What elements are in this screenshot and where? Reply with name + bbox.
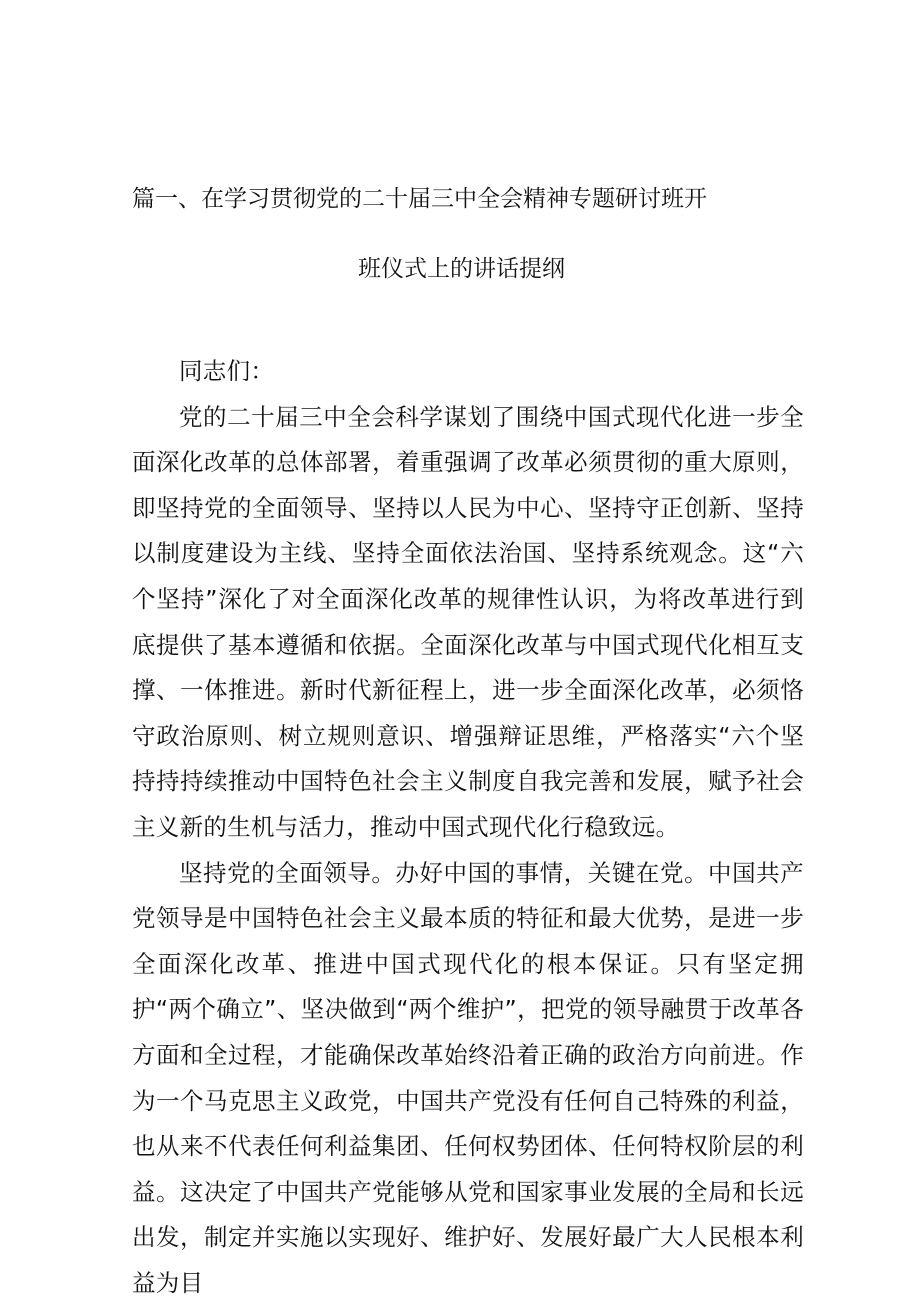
salutation: 同志们： xyxy=(179,357,275,385)
paragraph: 党的二十届三中全会科学谋划了围绕中国式现代化进一步全面深化改革的总体部署，着重强调了改革必须贯彻的重大原则，即坚持党的全面领导、坚持以人民为中心、坚持守正创新、坚持以制度建设为主线、坚持全面依法治国、坚持系统观念。这“六个坚持”深化了对全面深化改革的规律性认识，为将改革进行到底提供了基本遵循和依据。全面深化改革与中国式现代化相互支撑、一体推进。新时代新征程上，进一步全面深化改革，必须恪守政治原则、树立规则意识、增强辩证思维，严格落实“六个坚持持持续推动中国特色社会主义制度自我完善和发展，赋予社会主义新的生机与活力，推动中国式现代化行稳致远。 xyxy=(132,402,804,841)
document-body xyxy=(132,349,804,1306)
paragraph: 坚持党的全面领导。办好中国的事情，关键在党。中国共产党领导是中国特色社会主义最本质的特征和最大优势，是进一步全面深化改革、推进中国式现代化的根本保证。只有坚定拥护“两个确立”、坚决做到“两个维护”，把党的领导融贯于改革各方面和全过程，才能确保改革始终沿着正确的政治方向前进。作为一个马克思主义政党，中国共产党没有任何自己特殊的利益，也从来不代表任何利益集团、任何权势团体、任何特权阶层的利益。这决定了中国共产党能够从党和国家事业发展的全局和长远出发，制定并实施以实现好、维护好、发展好最广大人民根本利益为目 xyxy=(132,858,804,1297)
document-title-line-1: 篇一、在学习贯彻党的二十届三中全会精神专题研讨班开 xyxy=(132,186,707,212)
document-title-line-2: 班仪式上的讲话提纲 xyxy=(358,256,565,282)
